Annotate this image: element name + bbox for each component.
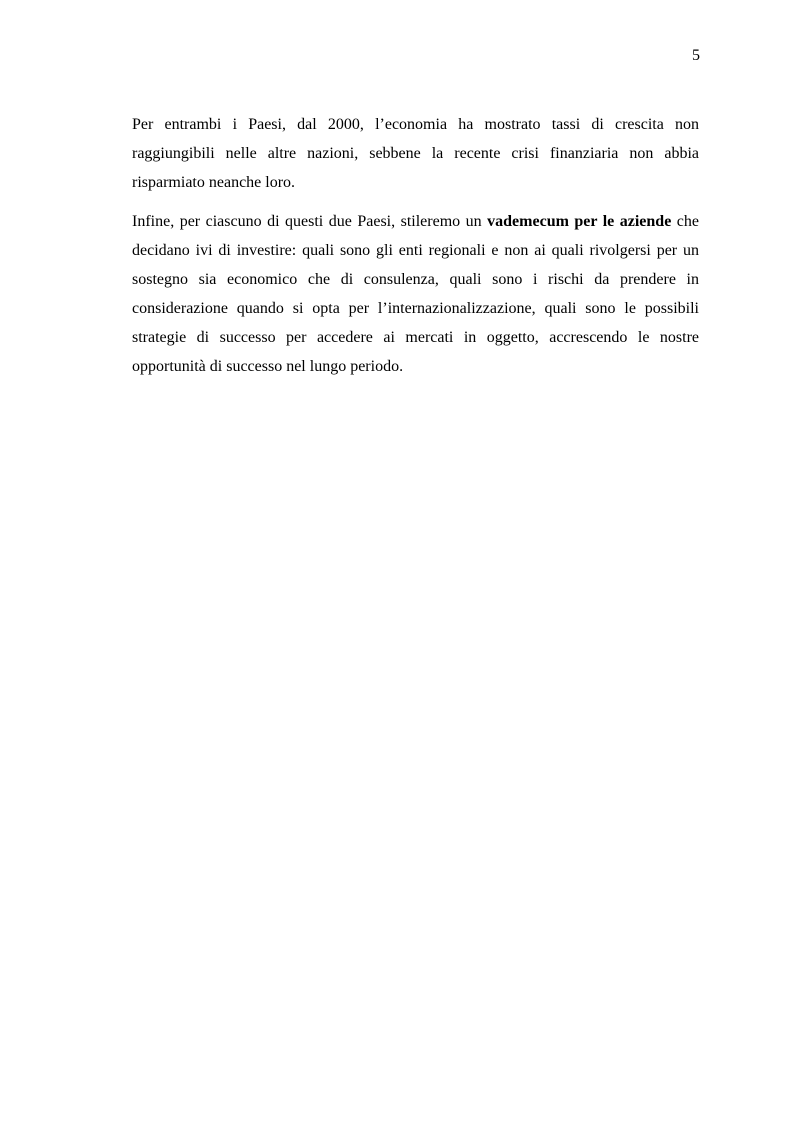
- paragraph-vademecum: [132, 207, 699, 381]
- vademecum-emphasis: vademecum per le aziende: [487, 213, 672, 230]
- paragraph-economy: Per entrambi i Paesi, dal 2000, l’economia ha mostrato tassi di crescita non raggiungibili nelle altre nazioni, sebbene la recente crisi finanziaria non abbia risparmiato neanche loro.: [132, 116, 699, 191]
- paragraph-vademecum-rest: che decidano ivi di investire: quali sono gli enti regionali e non ai quali rivolgersi per un sostegno sia economico che di consulenza, quali sono i rischi da prendere in considerazione quando si opta per l’internazionalizzazione, quali sono le possibili strategie di successo per accedere ai mercati in oggetto, accrescendo le nostre opportunità di successo nel lungo periodo.: [132, 213, 700, 375]
- page-number: 5: [692, 47, 700, 64]
- paragraph-vademecum-intro: Infine, per ciascuno di questi due Paesi, stileremo un: [132, 213, 488, 230]
- document-body: [132, 110, 699, 381]
